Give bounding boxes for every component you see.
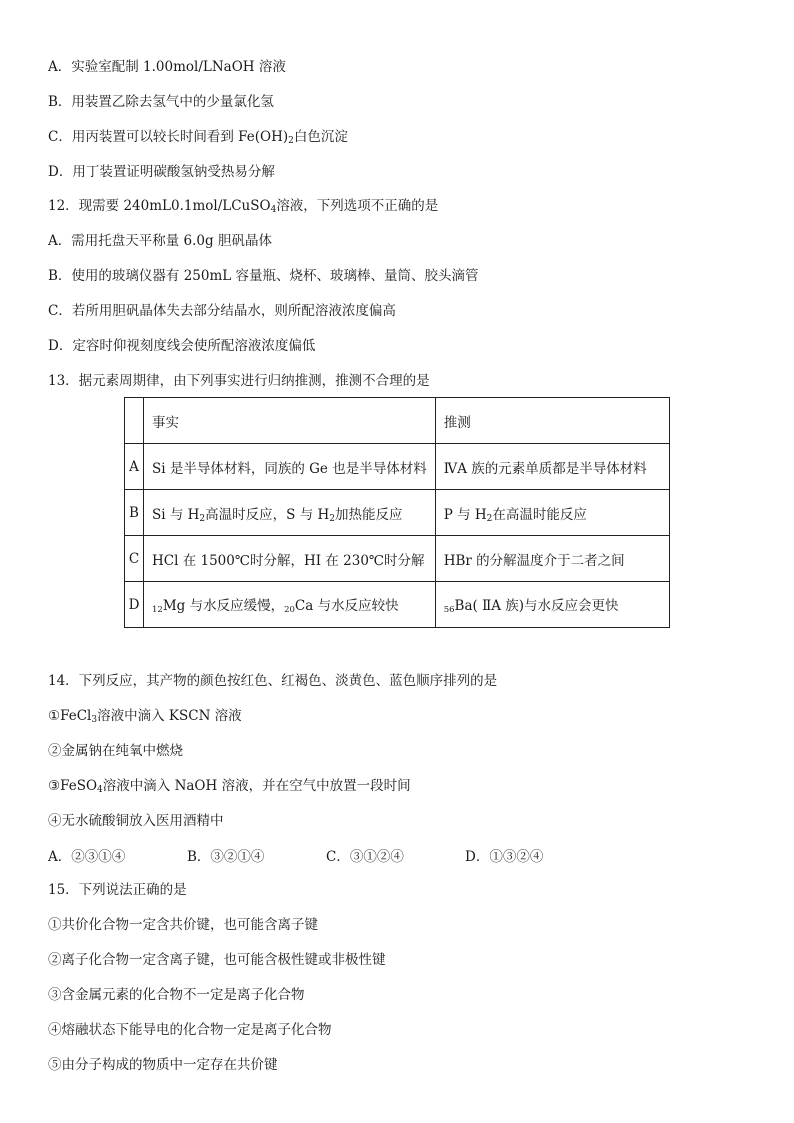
subscript: 2 [199,513,206,524]
q14-option-a: A．②③①④ [48,849,126,865]
row-fact [144,490,436,536]
q15-item: ⑤由分子构成的物质中一定存在共价键 [48,1057,278,1073]
q14-item-1 [48,707,242,725]
q15-item: ④熔融状态下能导电的化合物一定是离子化合物 [48,1022,332,1038]
item-text: ①FeCl [48,708,92,724]
q12-stem [48,197,438,215]
table-row [125,444,670,490]
q11-option-b: B．用装置乙除去氢气中的少量氯化氢 [48,94,274,110]
item-text: 溶液中滴入 KSCN 溶液 [97,708,242,724]
row-label: A [125,444,144,490]
subscript: 3 [91,715,98,725]
subscript: 4 [270,205,277,215]
q12-option-a: A．需用托盘天平称量 6.0g 胆矾晶体 [48,233,272,249]
q11-option-c-text-end: 白色沉淀 [293,129,348,145]
table-row [125,490,670,536]
q12-stem-text-end: 溶液，下列选项不正确的是 [276,198,439,214]
subscript: 2 [288,136,294,146]
subscript: 4 [97,785,103,795]
fact-text: 高温时反应，S 与 H [205,506,330,523]
item-text: ③FeSO [48,778,98,794]
table-row [125,582,670,628]
table-row [125,536,670,582]
row-fact [144,582,436,628]
fact-text: 加热能反应 [335,506,403,523]
row-inference [435,582,669,628]
q15-item: ①共价化合物一定含共价键，也可能含离子键 [48,917,318,933]
table-corner-cell [125,398,144,444]
q12-stem-text: 12．现需要 240mL0.1mol/LCuSO [48,198,271,214]
row-inference: HBr 的分解温度介于二者之间 [435,536,669,582]
q14-stem: 14．下列反应，其产物的颜色按红色、红褐色、淡黄色、蓝色顺序排列的是 [48,673,498,689]
fact-text: Ca 与水反应较快 [294,598,399,614]
q14-option-c: C．③①②④ [326,849,404,865]
q11-option-d: D．用丁装置证明碳酸氢钠受热易分解 [48,164,275,180]
q12-option-c: C．若所用胆矾晶体失去部分结晶水，则所配溶液浓度偏高 [48,303,396,319]
q13-table [124,397,670,628]
q11-option-a: A．实验室配制 1.00mol/LNaOH 溶液 [48,59,286,75]
q14-option-b: B．③②①④ [187,849,265,865]
atomic-number: 12 [152,605,163,615]
q13-stem: 13．据元素周期律，由下列事实进行归纳推测，推测不合理的是 [48,373,430,389]
row-fact: HCl 在 1500℃时分解，HI 在 230℃时分解 [144,536,436,582]
row-label: D [125,582,144,628]
atomic-number: 20 [284,605,295,615]
row-fact: Si 是半导体材料，同族的 Ge 也是半导体材料 [144,444,436,490]
subscript: 2 [329,513,335,524]
header-inference: 推测 [435,398,669,444]
q14-item-3 [48,777,411,795]
q14-options [48,845,608,865]
row-label: B [125,490,144,536]
inference-text: Ba( ⅡA 族)与水反应会更快 [454,598,619,614]
q12-option-d: D．定容时仰视刻度线会使所配溶液浓度偏低 [48,338,316,354]
q15-item: ②离子化合物一定含离子键，也可能含极性键或非极性键 [48,952,386,968]
inference-text: 在高温时能反应 [492,506,587,523]
subscript: 2 [486,513,493,524]
fact-text: Mg 与水反应缓慢， [162,598,285,614]
atomic-number: 56 [443,605,455,615]
q11-option-c [48,128,348,146]
row-label: C [125,536,144,582]
q15-item: ③含金属元素的化合物不一定是离子化合物 [48,987,305,1003]
header-fact: 事实 [144,398,436,444]
q11-option-c-text: C．用丙装置可以较长时间看到 Fe(OH) [48,129,289,145]
q14-item-4: ④无水硫酸铜放入医用酒精中 [48,813,224,829]
row-inference: ⅣA 族的元素单质都是半导体材料 [435,444,669,490]
q15-stem: 15．下列说法正确的是 [48,882,187,898]
row-inference [435,490,669,536]
item-text: 溶液中滴入 NaOH 溶液，并在空气中放置一段时间 [102,778,411,794]
table-header-row [125,398,670,444]
inference-text: P 与 H [443,506,487,523]
q12-option-b: B．使用的玻璃仪器有 250mL 容量瓶、烧杯、玻璃棒、量筒、胶头滴管 [48,268,479,284]
q14-option-d: D．①③②④ [465,849,544,865]
fact-text: Si 与 H [152,506,200,523]
q14-item-2: ②金属钠在纯氧中燃烧 [48,743,183,759]
